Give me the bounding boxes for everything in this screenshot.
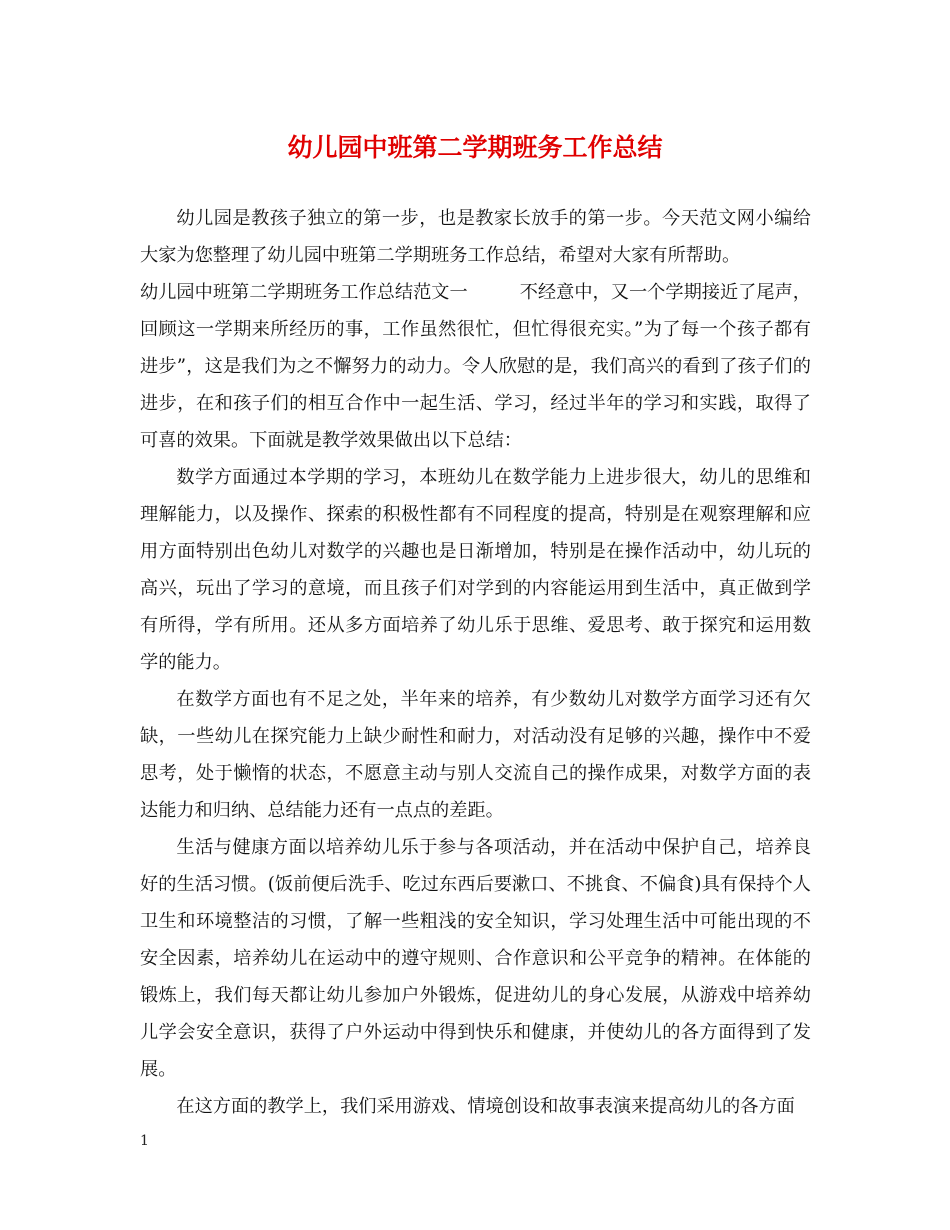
section-heading: 幼儿园中班第二学期班务工作总结范文一 [140, 282, 468, 303]
page-number: 1 [140, 1133, 149, 1149]
body-paragraph-math: 数学方面通过本学期的学习，本班幼儿在数学能力上进步很大，幼儿的思维和理解能力，以及操作、探索的积极性都有不同程度的提高，特别是在观察理解和应用方面特别出色幼儿对数学的兴趣也是日渐增加，特别是在操作活动中，幼儿玩的高兴，玩出了学习的意境，而且孩子们对学到的内容能运用到生活中，真正做到学有所得，学有所用。还从多方面培养了幼儿乐于思维、爱思考、敢于探究和运用数学的能力。 [140, 467, 811, 673]
document-title: 幼儿园中班第二学期班务工作总结 [287, 133, 663, 162]
section-first-paragraph: 不经意中，又一个学期接近了尾声，回顾这一学期来所经历的事，工作虽然很忙，但忙得很充实。”为了每一个孩子都有进步”，这是我们为之不懈努力的动力。令人欣慰的是，我们高兴的看到了孩子们的进步，在和孩子们的相互合作中一起生活、学习，经过半年的学习和实践，取得了可喜的效果。下面就是教学效果做出以下总结： [140, 282, 811, 451]
intro-paragraph: 幼儿园是教孩子独立的第一步，也是教家长放手的第一步。今天范文网小编给大家为您整理了幼儿园中班第二学期班务工作总结，希望对大家有所帮助。 [140, 208, 811, 266]
section-paragraph [140, 274, 811, 459]
body-paragraph-health: 生活与健康方面以培养幼儿乐于参与各项活动，并在活动中保护自己，培养良好的生活习惯。(饭前便后洗手、吃过东西后要漱口、不挑食、不偏食)具有保持个人卫生和环境整洁的习惯，了解一些粗浅的安全知识，学习处理生活中可能出现的不安全因素，培养幼儿在运动中的遵守规则、合作意识和公平竞争的精神。在体能的锻炼上，我们每天都让幼儿参加户外锻炼，促进幼儿的身心发展，从游戏中培养幼儿学会安全意识，获得了户外运动中得到快乐和健康，并使幼儿的各方面得到了发展。 [140, 837, 811, 1080]
body-paragraph-math-shortcomings: 在数学方面也有不足之处，半年来的培养，有少数幼儿对数学方面学习还有欠缺，一些幼儿在探究能力上缺少耐性和耐力，对活动没有足够的兴趣，操作中不爱思考，处于懒惰的状态，不愿意主动与别人交流自己的操作成果，对数学方面的表达能力和归纳、总结能力还有一点点的差距。 [140, 689, 811, 821]
document-body [140, 200, 811, 1125]
body-paragraph-teaching: 在这方面的教学上，我们采用游戏、情境创设和故事表演来提高幼儿的各方面 [176, 1096, 795, 1117]
